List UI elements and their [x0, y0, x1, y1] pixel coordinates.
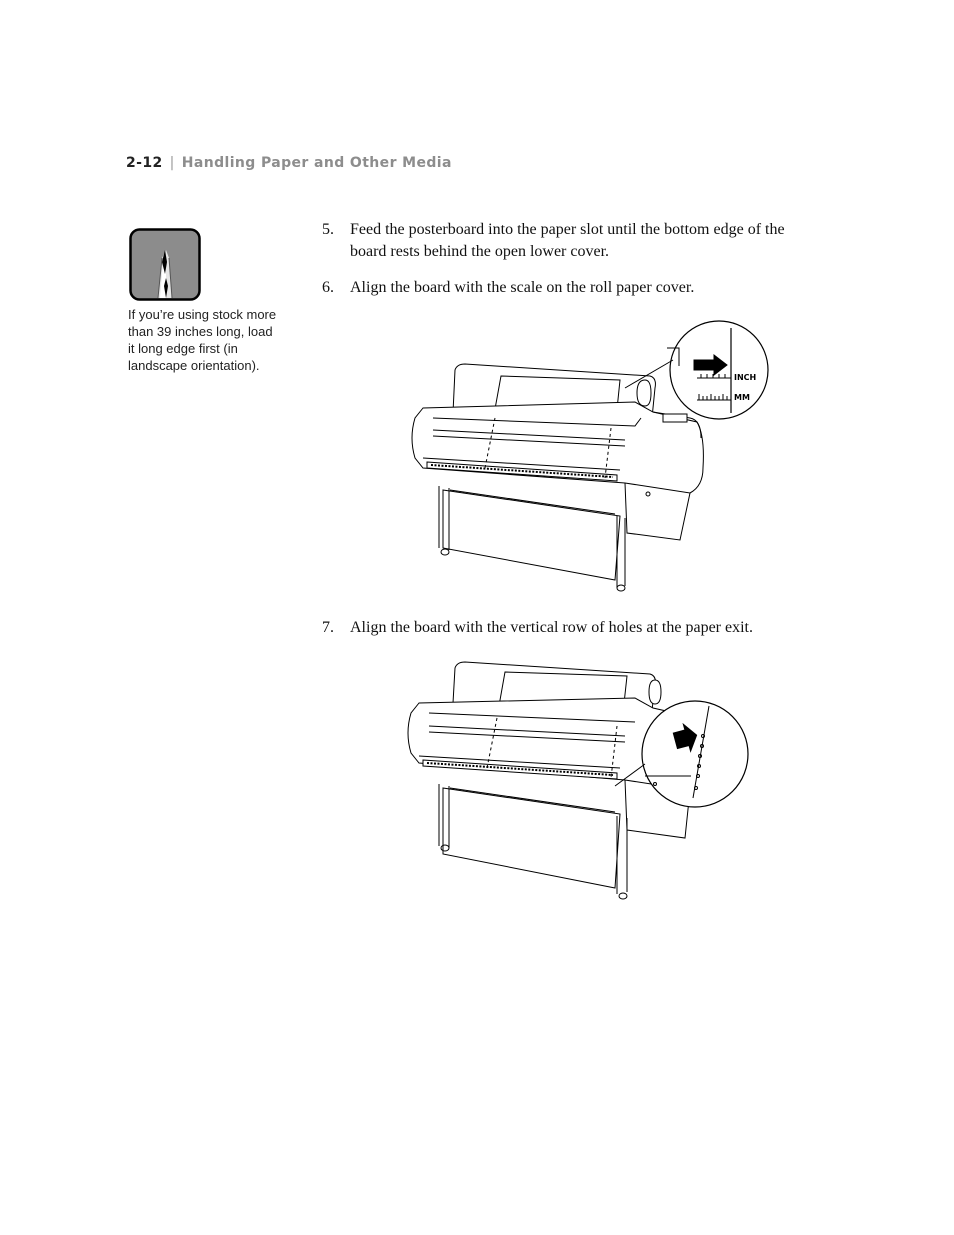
scale-label-inch: INCH: [734, 373, 757, 382]
step-number: 5.: [322, 221, 334, 238]
step-7: [322, 617, 822, 639]
step-text: Align the board with the scale on the roll paper cover.: [350, 279, 695, 296]
step-text: Align the board with the vertical row of holes at the paper exit.: [350, 619, 753, 636]
tip-note: If you’re using stock more than 39 inches long, load it long edge first (in landscape orientation).: [128, 307, 277, 373]
page-number: 2-12: [126, 155, 163, 171]
header-separator: |: [169, 155, 175, 171]
scale-label-mm: MM: [734, 393, 750, 402]
step-5: [322, 219, 822, 263]
step-6: [322, 277, 822, 299]
pencil-tip-icon: [129, 228, 201, 301]
step-text: Feed the posterboard into the paper slot until the bottom edge of the board rests behind the open lower cover.: [350, 221, 785, 260]
chapter-title: Handling Paper and Other Media: [181, 155, 452, 171]
printer-illustration-holes: [405, 658, 750, 903]
step-number: 7.: [322, 619, 334, 636]
step-number: 6.: [322, 279, 334, 296]
running-header: [126, 155, 452, 171]
printer-illustration-scale: [405, 318, 770, 593]
